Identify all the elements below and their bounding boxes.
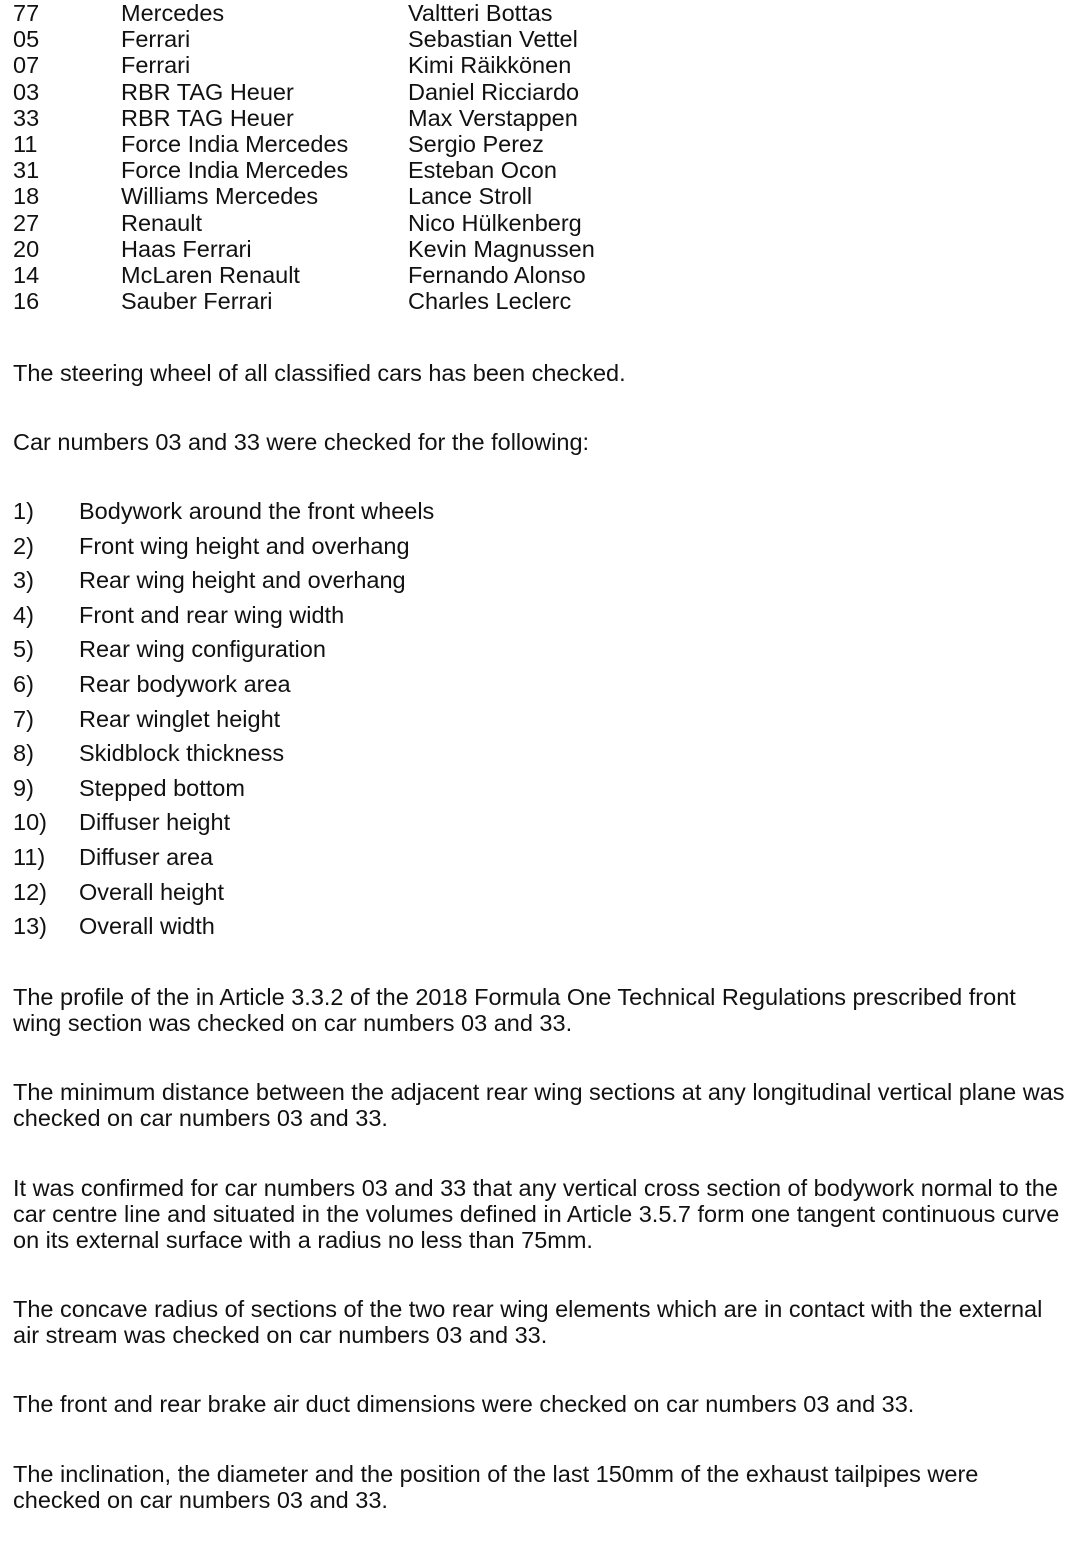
team-name: Mercedes	[121, 0, 225, 26]
table-row	[13, 79, 1013, 105]
list-item-index: 11)	[13, 843, 46, 870]
list-item-index: 10)	[13, 809, 47, 836]
list-item-index: 4)	[13, 601, 34, 628]
list-item	[13, 844, 813, 879]
list-item	[13, 533, 813, 568]
car-number: 33	[13, 104, 40, 131]
list-item-index: 3)	[13, 567, 34, 594]
list-item	[13, 602, 813, 637]
team-name: Force India Mercedes	[121, 157, 349, 184]
table-row	[13, 105, 1013, 131]
paragraph-front-wing-profile: The profile of the in Article 3.3.2 of the 2018 Formula One Technical Regulations prescribed front wing section was checked on car numbers 03 and 33.	[13, 984, 1016, 1036]
list-item-text: Diffuser height	[79, 809, 231, 836]
driver-name: Kimi Räikkönen	[408, 52, 572, 79]
table-row	[13, 26, 1013, 52]
driver-name: Fernando Alonso	[408, 261, 586, 288]
steering-note: The steering wheel of all classified cars has been checked.	[13, 360, 626, 386]
list-item-index: 6)	[13, 670, 34, 697]
table-row	[13, 183, 1013, 209]
driver-name: Charles Leclerc	[408, 288, 572, 315]
list-item-index: 8)	[13, 740, 34, 767]
list-item-index: 9)	[13, 774, 34, 801]
table-row	[13, 288, 1013, 314]
list-item	[13, 567, 813, 602]
list-item-index: 2)	[13, 532, 34, 559]
table-row	[13, 262, 1013, 288]
list-item	[13, 498, 813, 533]
table-row	[13, 236, 1013, 262]
team-name: Renault	[121, 209, 202, 236]
car-number: 11	[13, 130, 38, 157]
list-item	[13, 671, 813, 706]
list-item-text: Skidblock thickness	[79, 740, 285, 767]
list-item-index: 12)	[13, 878, 47, 905]
list-item-index: 1)	[13, 498, 34, 524]
driver-name: Esteban Ocon	[408, 157, 557, 184]
list-item-index: 7)	[13, 705, 34, 732]
list-item-text: Bodywork around the front wheels	[79, 498, 435, 524]
table-row	[13, 131, 1013, 157]
driver-name: Kevin Magnussen	[408, 235, 595, 262]
car-number: 31	[13, 157, 40, 184]
list-item	[13, 809, 813, 844]
team-name: Ferrari	[121, 26, 191, 53]
list-item	[13, 775, 813, 810]
list-item-text: Overall width	[79, 913, 215, 940]
car-number: 03	[13, 78, 40, 105]
car-number: 05	[13, 26, 40, 53]
paragraph-concave-radius: The concave radius of sections of the two rear wing elements which are in contact with the external air stream was checked on car numbers 03 and 33.	[13, 1296, 1043, 1348]
driver-name: Lance Stroll	[408, 183, 533, 210]
table-row	[13, 52, 1013, 78]
team-name: RBR TAG Heuer	[121, 78, 294, 105]
table-row	[13, 157, 1013, 183]
list-item-text: Front wing height and overhang	[79, 532, 410, 559]
driver-name: Daniel Ricciardo	[408, 78, 580, 105]
team-name: Haas Ferrari	[121, 235, 252, 262]
driver-name: Nico Hülkenberg	[408, 209, 582, 236]
list-item	[13, 636, 813, 671]
list-item-text: Rear wing height and overhang	[79, 567, 406, 594]
check-list	[13, 498, 813, 948]
car-number: 27	[13, 209, 40, 236]
car-number: 77	[13, 0, 40, 26]
checks-intro: Car numbers 03 and 33 were checked for the following:	[13, 429, 590, 455]
list-item	[13, 740, 813, 775]
list-item-index: 5)	[13, 636, 34, 663]
car-number: 14	[13, 261, 40, 288]
driver-name: Max Verstappen	[408, 104, 578, 131]
list-item-text: Rear bodywork area	[79, 670, 291, 697]
paragraph-rear-wing-distance: The minimum distance between the adjacent rear wing sections at any longitudinal vertical plane was checked on car numbers 03 and 33.	[13, 1079, 1065, 1131]
driver-name: Sergio Perez	[408, 130, 544, 157]
team-name: Force India Mercedes	[121, 130, 349, 157]
list-item-text: Front and rear wing width	[79, 601, 345, 628]
table-row	[13, 0, 1013, 26]
list-item-text: Rear winglet height	[79, 705, 281, 732]
paragraph-brake-duct: The front and rear brake air duct dimensions were checked on car numbers 03 and 33.	[13, 1391, 915, 1417]
team-name: Williams Mercedes	[121, 183, 319, 210]
list-item	[13, 913, 813, 948]
car-number: 18	[13, 183, 40, 210]
car-table	[13, 0, 1013, 314]
paragraph-cross-section: It was confirmed for car numbers 03 and 33 that any vertical cross section of bodywork normal to the car centre line and situated in the volumes defined in Article 3.5.7 form one tangent continuous curve on its external surface with a radius no less than 75mm.	[13, 1175, 1060, 1253]
list-item	[13, 706, 813, 741]
list-item-text: Stepped bottom	[79, 774, 245, 801]
paragraph-exhaust: The inclination, the diameter and the position of the last 150mm of the exhaust tailpipes were checked on car numbers 03 and 33.	[13, 1461, 979, 1513]
list-item	[13, 879, 813, 914]
driver-name: Sebastian Vettel	[408, 26, 578, 53]
team-name: McLaren Renault	[121, 261, 300, 288]
car-number: 16	[13, 288, 40, 315]
list-item-text: Rear wing configuration	[79, 636, 326, 663]
list-item-index: 13)	[13, 913, 47, 940]
table-row	[13, 210, 1013, 236]
car-number: 20	[13, 235, 40, 262]
list-item-text: Overall height	[79, 878, 224, 905]
team-name: Ferrari	[121, 52, 191, 79]
car-number: 07	[13, 52, 40, 79]
team-name: Sauber Ferrari	[121, 288, 273, 315]
driver-name: Valtteri Bottas	[408, 0, 553, 26]
list-item-text: Diffuser area	[79, 843, 214, 870]
team-name: RBR TAG Heuer	[121, 104, 294, 131]
